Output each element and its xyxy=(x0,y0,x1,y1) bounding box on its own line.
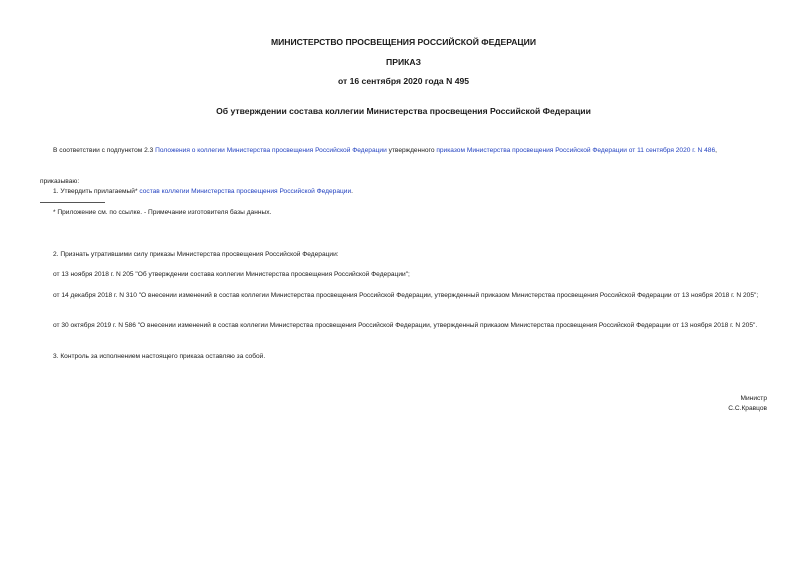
doc-type-heading: ПРИКАЗ xyxy=(386,57,421,67)
regulation-link[interactable]: Положения о коллегии Министерства просвещения Российской Федерации xyxy=(155,147,387,154)
document-title: Об утверждении состава коллегии Министерства просвещения Российской Федерации xyxy=(216,106,591,116)
ministry-heading: МИНИСТЕРСТВО ПРОСВЕЩЕНИЯ РОССИЙСКОЙ ФЕДЕРАЦИИ xyxy=(270,37,537,47)
intro-middle: утвержденного xyxy=(386,147,437,154)
intro-prefix: В соответствии с подпунктом 2.3 xyxy=(53,147,156,154)
item-1-suffix: . xyxy=(351,188,353,195)
footnote-text: * Приложение см. по ссылке. - Примечание изготовителя базы данных. xyxy=(53,209,272,216)
repealed-order-586: от 30 октября 2019 г. N 586 "О внесении изменений в состав коллегии Министерства просвещения Российской Федерации, утвержденный приказом Министерства просвещения Российской Федерации от 13 ноября 2018 г. N 205". xyxy=(53,322,758,329)
signature-name: С.С.Кравцов xyxy=(728,405,767,412)
item-1 xyxy=(53,187,353,196)
repealed-order-310: от 14 декабря 2018 г. N 310 "О внесении изменений в состав коллегии Министерства просвещения Российской Федерации, утвержденный приказом Министерства просвещения Российской Федерации от 13 ноября 2018 г. N 205"; xyxy=(53,292,759,299)
date-number-heading: от 16 сентября 2020 года N 495 xyxy=(337,76,470,86)
collegium-composition-link[interactable]: состав коллегии Министерства просвещения Российской Федерации xyxy=(139,188,352,195)
prikazyvayu-text: приказываю: xyxy=(40,178,80,185)
signature-position: Министр xyxy=(740,395,767,402)
intro-suffix: , xyxy=(715,147,717,154)
intro-paragraph xyxy=(40,146,767,155)
item-2: 2. Признать утратившими силу приказы Министерства просвещения Российской Федерации: xyxy=(53,251,339,258)
footnote-divider xyxy=(40,202,105,203)
item-1-prefix: 1. Утвердить прилагаемый* xyxy=(53,188,140,195)
order-486-link[interactable]: приказом Министерства просвещения Российской Федерации от 11 сентября 2020 г. N 486 xyxy=(436,147,716,154)
repealed-order-205: от 13 ноября 2018 г. N 205 "Об утверждении состава коллегии Министерства просвещения Российской Федерации"; xyxy=(53,271,410,278)
item-3: 3. Контроль за исполнением настоящего приказа оставляю за собой. xyxy=(53,353,266,360)
